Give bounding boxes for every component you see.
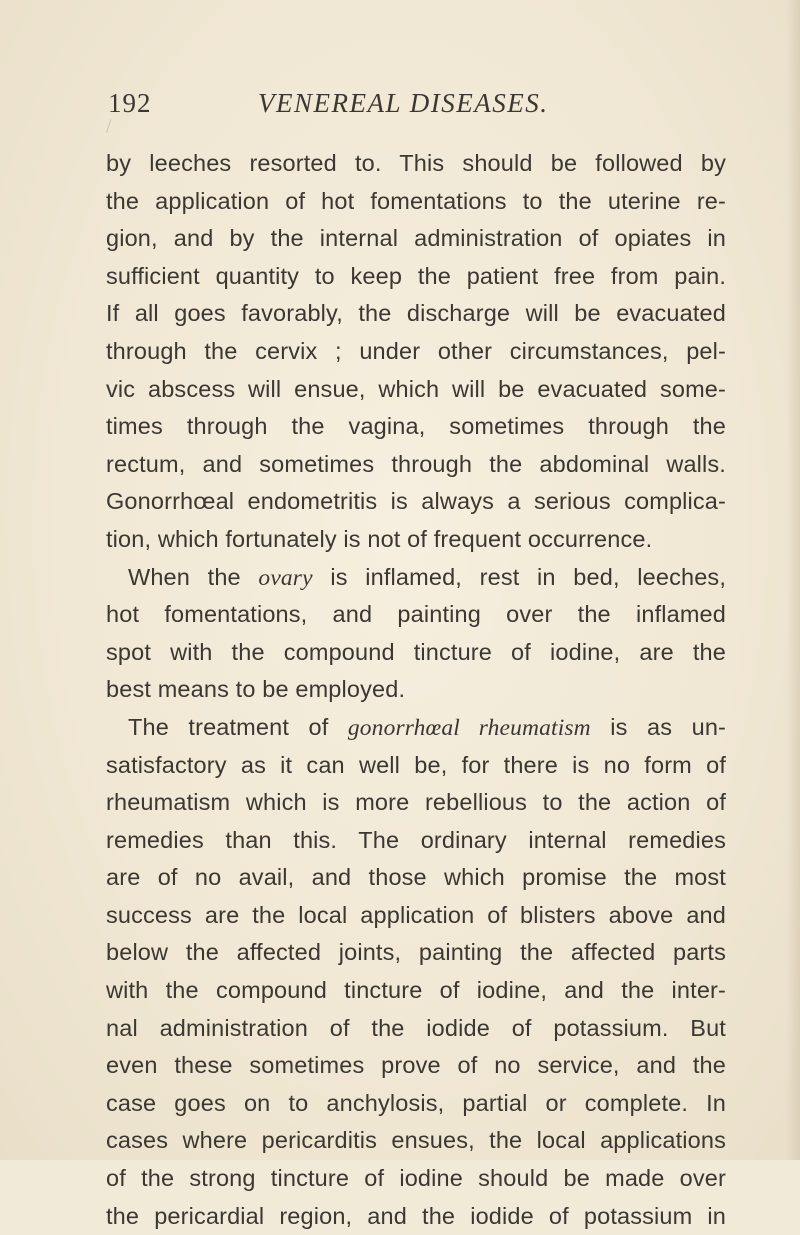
text-line: the pericardial region, and the iodide of potassium in — [106, 1202, 726, 1229]
page-header — [108, 88, 728, 128]
text-line: rectum, and sometimes through the abdominal walls. — [106, 450, 726, 477]
text-line — [106, 709, 726, 747]
text-line: by leeches resorted to. This should be followed by — [106, 150, 726, 176]
text-segment: The treatment of — [128, 713, 348, 740]
text-line: gion, and by the internal administration of opiates in — [106, 225, 726, 252]
text-line: Gonorrhœal endometritis is always a serious complica- — [106, 488, 726, 515]
running-title: VENEREAL DISEASES. — [258, 88, 549, 118]
text-line: times through the vagina, sometimes through the — [106, 413, 726, 440]
text-segment: is as un- — [590, 713, 727, 740]
text-line: case goes on to anchylosis, partial or complete. In — [106, 1089, 726, 1116]
italic-term: ovary — [258, 564, 313, 591]
text-line: cases where pericarditis ensues, the local applications — [106, 1127, 726, 1154]
page-number: 192 — [108, 88, 152, 118]
text-line: vic abscess will ensue, which will be evacuated some- — [106, 375, 726, 402]
text-line: If all goes favorably, the discharge will be evacuated — [106, 300, 726, 327]
text-line: rheumatism which is more rebellious to the action of — [106, 789, 726, 816]
text-line: the application of hot fomentations to the uterine re- — [106, 187, 726, 214]
text-line: sufficient quantity to keep the patient free from pain. — [106, 262, 726, 289]
text-line: spot with the compound tincture of iodine, are the — [106, 638, 726, 665]
text-segment: When the — [128, 563, 259, 590]
text-line: nal administration of the iodide of potassium. But — [106, 1014, 726, 1041]
text-line: through the cervix ; under other circumstances, pel- — [106, 337, 726, 364]
text-line — [106, 559, 726, 597]
text-line: below the affected joints, painting the affected parts — [106, 939, 726, 966]
text-line: satisfactory as it can well be, for there is no form of — [106, 751, 726, 778]
text-line: best means to be employed. — [106, 676, 406, 703]
text-line: tion, which fortunately is not of frequent occurrence. — [106, 525, 653, 552]
text-line: even these sometimes prove of no service, and the — [106, 1052, 726, 1079]
body-text — [106, 145, 726, 1235]
text-line: hot fomentations, and painting over the inflamed — [106, 601, 726, 628]
text-line: success are the local application of blisters above and — [106, 901, 726, 928]
page-edge-shadow — [786, 0, 800, 1160]
text-line: of the strong tincture of iodine should be made over — [106, 1165, 726, 1192]
text-line: remedies than this. The ordinary internal remedies — [106, 826, 726, 853]
text-line: with the compound tincture of iodine, and the inter- — [106, 977, 726, 1004]
text-line: are of no avail, and those which promise the most — [106, 864, 726, 891]
text-segment: is inflamed, rest in bed, leeches, — [312, 563, 727, 590]
italic-term: gonorrhœal rheumatism — [347, 714, 591, 741]
